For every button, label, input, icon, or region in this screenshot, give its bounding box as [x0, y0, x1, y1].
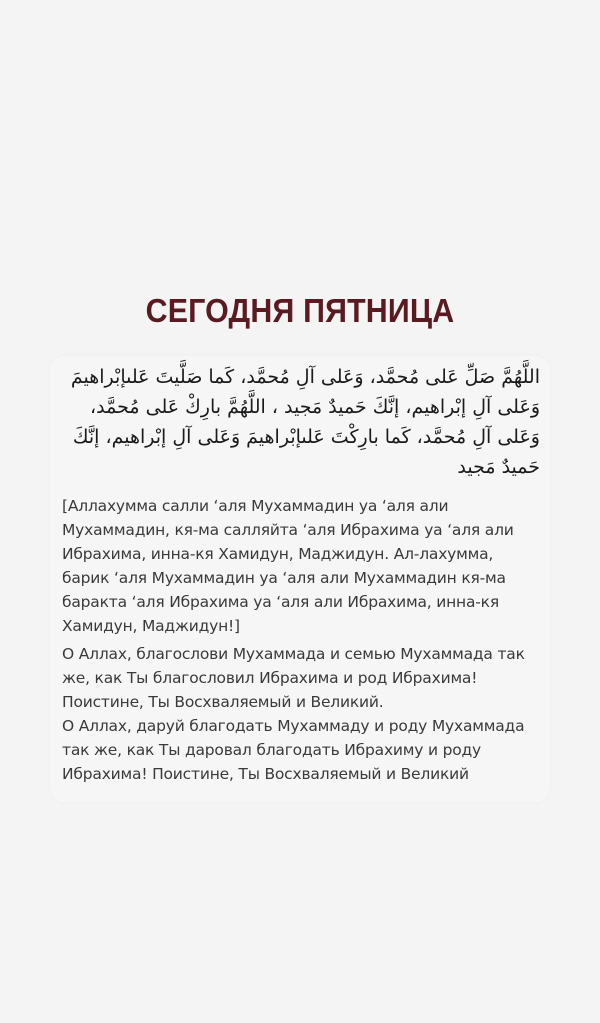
translation-block	[62, 642, 542, 786]
transliteration-text: [Аллахумма салли ʻаля Мухаммадин уа ʻаля али Мухаммадин, кя-ма салляйта ʻаля Ибрахима уа ʻаля али Ибрахима, инна-кя Хамидун, Маджидун. Ал-лахумма, барик ʻаля Мухаммадин уа ʻаля али Мухаммадин кя-ма баракта ʻаля Ибрахима уа ʻаля али Ибрахима, инна-кя Хамидун, Маджидун!]	[62, 497, 514, 635]
translation-part-1: О Аллах, благослови Мухаммада и семью Мухаммада так же, как Ты благословил Ибрахима и род Ибрахима! Поистине, Ты Восхваляемый и Великий.	[62, 645, 525, 711]
translation-part-2: О Аллах, даруй благодать Мухаммаду и роду Мухаммада так же, как Ты даровал благодать Ибрахиму и роду Ибрахима! Поистине, Ты Восхваляемый и Великий	[62, 717, 525, 783]
arabic-prayer-text: اللَّهُمَّ صَلِّ عَلى مُحمَّد، وَعَلى آلِ مُحمَّد، كَما صَلَّيتَ عَلىإبْراهيمَ وَعَلى آلِ إبْراهيم، إنَّكَ حَميدٌ مَجيد ، اللَّهُمَّ بارِكْ عَلى مُحمَّد، وَعَلى آلِ مُحمَّد، كَما بارِكْتَ عَلىإبْراهيمَ وَعَلى آلِ إبْراهيم، إنَّكَ حَميدٌ مَجيد	[70, 366, 540, 478]
page-title: СЕГОДНЯ ПЯТНИЦА	[145, 292, 455, 329]
